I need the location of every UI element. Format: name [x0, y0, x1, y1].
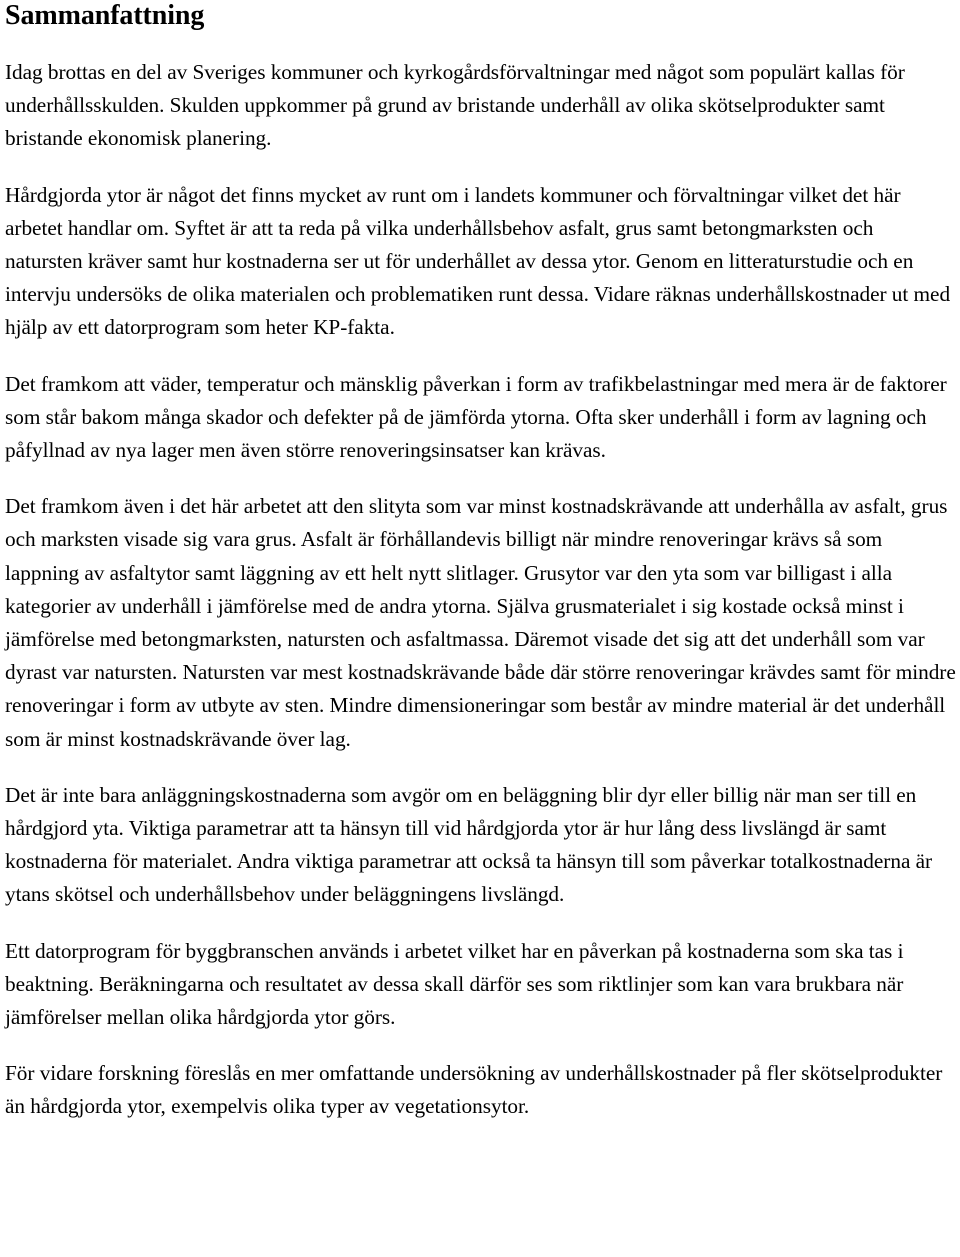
paragraph-parameters: Det är inte bara anläggningskostnaderna som avgör om en beläggning blir dyr eller billig när man ser till en hårdgjord yta. Viktiga parametrar att ta hänsyn till vid hårdgjorda ytor är hur lång dess livslängd är samt kostnaderna för materialet. Andra viktiga parametrar att också ta hänsyn till som påverkar totalkostnaderna är ytans skötsel och underhållsbehov under beläggningens livslängd.: [5, 782, 933, 907]
paragraph-software: Ett datorprogram för byggbranschen används i arbetet vilket har en påverkan på kostnaderna som ska tas i beaktning. Beräkningarna och resultatet av dessa skall därför ses som riktlinjer som kan vara brukbara när jämförelser mellan olika hårdgjorda ytor görs.: [5, 938, 904, 1030]
paragraph-purpose: Hårdgjorda ytor är något det finns mycket av runt om i landets kommuner och förvaltningar vilket det här arbetet handlar om. Syftet är att ta reda på vilka underhållsbehov asfalt, grus samt betongmarksten och natursten kräver samt hur kostnaderna ser ut för underhållet av dessa ytor. Genom en litteraturstudie och en intervju undersöks de olika materialen och problematiken runt dessa. Vidare räknas underhållskostnader ut med hjälp av ett datorprogram som heter KP-fakta.: [5, 182, 951, 340]
paragraph-further-research: För vidare forskning föreslås en mer omfattande undersökning av underhållskostnader på fler skötselprodukter än hårdgjorda ytor, exempelvis olika typer av vegetationsytor.: [5, 1061, 943, 1119]
paragraph-cost-comparison: Det framkom även i det här arbetet att den slityta som var minst kostnadskrävande att underhålla av asfalt, grus och marksten visade sig vara grus. Asfalt är förhållandevis billigt när mindre renoveringar krävs så som lappning av asfaltytor samt läggning av ett helt nytt slitlager. Grusytor var den yta som var billigast i alla kategorier av underhåll i jämförelse med de andra ytorna. Själva grusmaterialet i sig kostade också minst i jämförelse med betongmarksten, natursten och asfaltmassa. Däremot visade det sig att det underhåll som var dyrast var natursten. Natursten var mest kostnadskrävande både där större renoveringar krävdes samt för mindre renoveringar i form av utbyte av sten. Mindre dimensioneringar som består av mindre material är det underhåll som är minst kostnadskrävande över lag.: [5, 494, 956, 751]
paragraph-damage-factors: Det framkom att väder, temperatur och mänsklig påverkan i form av trafikbelastningar med mera är de faktorer som står bakom många skador och defekter på de jämförda ytorna. Ofta sker underhåll i form av lagning och påfyllnad av nya lager men även större renoveringsinsatser kan krävas.: [5, 371, 947, 463]
paragraph-intro: Idag brottas en del av Sveriges kommuner och kyrkogårdsförvaltningar med något som populärt kallas för underhållsskulden. Skulden uppkommer på grund av bristande underhåll av olika skötselprodukter samt bristande ekonomisk planering.: [5, 60, 905, 151]
page-title: Sammanfattning: [5, 0, 205, 31]
